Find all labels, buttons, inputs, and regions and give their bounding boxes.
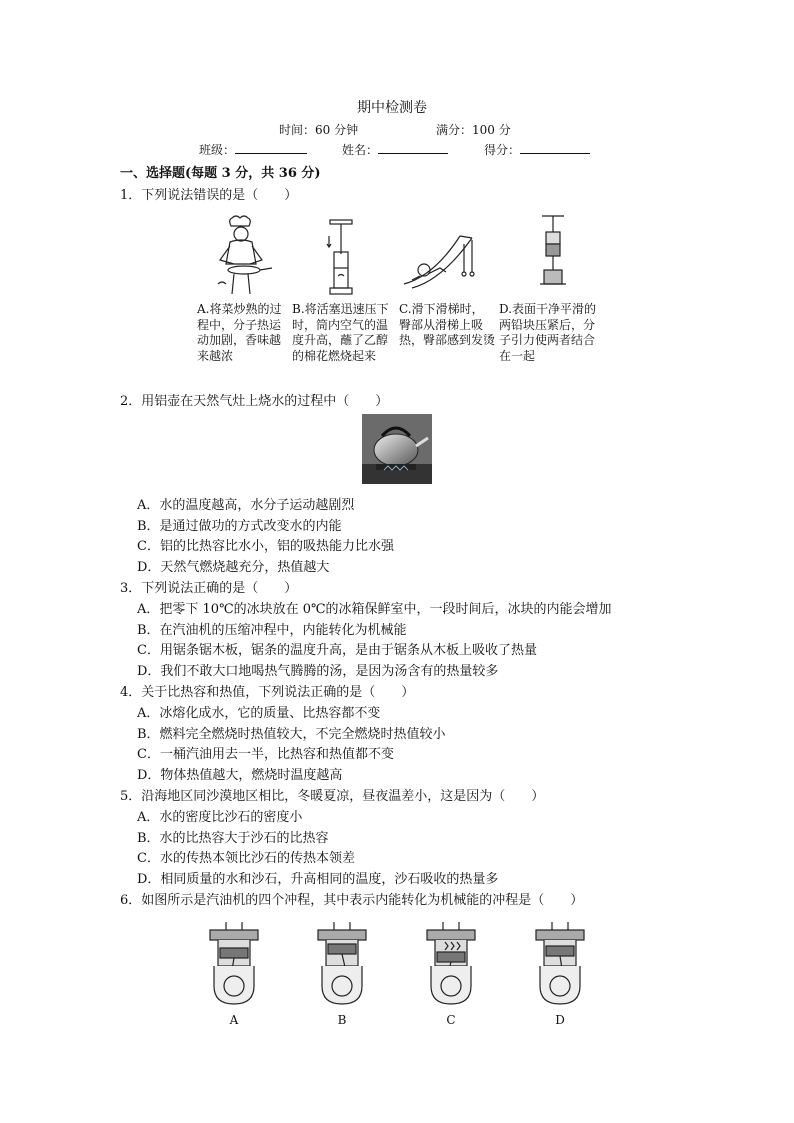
air-pump-cylinder-icon: [326, 218, 356, 298]
engine-label-b: B: [337, 1013, 347, 1027]
class-blank[interactable]: [235, 141, 307, 154]
q3-option-a: A．把零下 10℃的冰块放在 0℃的冰箱保鲜室中，一段时间后，冰块的内能会增加: [137, 602, 612, 617]
class-field[interactable]: [199, 141, 307, 158]
engine-label-c: C: [446, 1013, 456, 1027]
score-field[interactable]: [484, 141, 590, 158]
q4-option-d: D．物体热值越大，燃烧时温度越高: [137, 768, 343, 783]
q4-option-c: C．一桶汽油用去一半，比热容和热值都不变: [137, 747, 394, 762]
page-title: 期中检测卷: [357, 100, 427, 116]
score-blank[interactable]: [520, 141, 590, 154]
q4-stem: 4．关于比热容和热值，下列说法正确的是（ ）: [120, 685, 415, 700]
child-on-slide-icon: [402, 232, 478, 292]
name-blank[interactable]: [378, 141, 448, 154]
q1-option-c: C.滑下滑梯时，臀部从滑梯上吸热，臀部感到发烫: [399, 302, 496, 347]
engine-stroke-d-icon: [532, 922, 588, 1008]
q5-option-b: B．水的比热容大于沙石的比热容: [137, 831, 329, 846]
q2-stem: 2．用铝壶在天然气灶上烧水的过程中（ ）: [120, 394, 389, 409]
q1-option-b: B.将活塞迅速压下时，筒内空气的温度升高，蘸了乙醇的棉花燃烧起来: [292, 302, 389, 363]
q5-option-c: C．水的传热本领比沙石的传热本领差: [137, 851, 355, 866]
q2-option-b: B．是通过做功的方式改变水的内能: [137, 519, 342, 534]
section-heading: 一、选择题(每题 3 分，共 36 分): [120, 166, 321, 181]
engine-stroke-a-icon: [206, 922, 262, 1008]
q6-stem: 6．如图所示是汽油机的四个冲程，其中表示内能转化为机械能的冲程是（ ）: [120, 893, 584, 908]
class-label: 班级：: [199, 143, 236, 157]
q5-option-a: A．水的密度比沙石的密度小: [137, 810, 303, 825]
q3-option-b: B．在汽油机的压缩冲程中，内能转化为机械能: [137, 623, 407, 638]
q3-option-d: D．我们不敢大口地喝热气腾腾的汤，是因为汤含有的热量较多: [137, 664, 499, 679]
engine-stroke-c-icon: [423, 922, 479, 1008]
q3-option-c: C．用锯条锯木板，锯条的温度升高，是由于锯条从木板上吸收了热量: [137, 643, 537, 658]
name-field[interactable]: [342, 141, 448, 158]
exam-time: 时间：60 分钟: [279, 123, 359, 137]
full-score: 满分：100 分: [436, 123, 511, 137]
score-label: 得分：: [484, 143, 521, 157]
q3-stem: 3．下列说法正确的是（ ）: [120, 581, 298, 596]
q4-option-b: B．燃料完全燃烧时热值较大，不完全燃烧时热值较小: [137, 727, 446, 742]
engine-stroke-b-icon: [314, 922, 370, 1008]
q5-stem: 5．沿海地区同沙漠地区相比，冬暖夏凉，昼夜温差小，这是因为（ ）: [120, 789, 545, 804]
q2-option-d: D．天然气燃烧越充分，热值越大: [137, 560, 330, 575]
q5-option-d: D．相同质量的水和沙石，升高相同的温度，沙石吸收的热量多: [137, 872, 499, 887]
engine-label-d: D: [555, 1013, 565, 1027]
engine-label-a: A: [229, 1013, 239, 1027]
lead-blocks-hanging-icon: [538, 214, 568, 298]
q1-option-d: D.表面干净平滑的两铅块压紧后，分子引力使两者结合在一起: [499, 302, 597, 363]
q2-option-c: C．铝的比热容比水小，铝的吸热能力比水强: [137, 539, 394, 554]
q4-option-a: A．冰熔化成水，它的质量、比热容都不变: [137, 706, 381, 721]
q2-option-a: A．水的温度越高，水分子运动越剧烈: [137, 498, 355, 513]
chef-cooking-icon: [210, 214, 276, 298]
kettle-on-gas-stove-icon: [362, 414, 432, 484]
q1-stem: 1．下列说法错误的是（ ）: [120, 188, 298, 203]
name-label: 姓名：: [342, 143, 379, 157]
q1-option-a: A.将菜炒熟的过程中，分子热运动加剧，香味越来越浓: [197, 302, 282, 363]
